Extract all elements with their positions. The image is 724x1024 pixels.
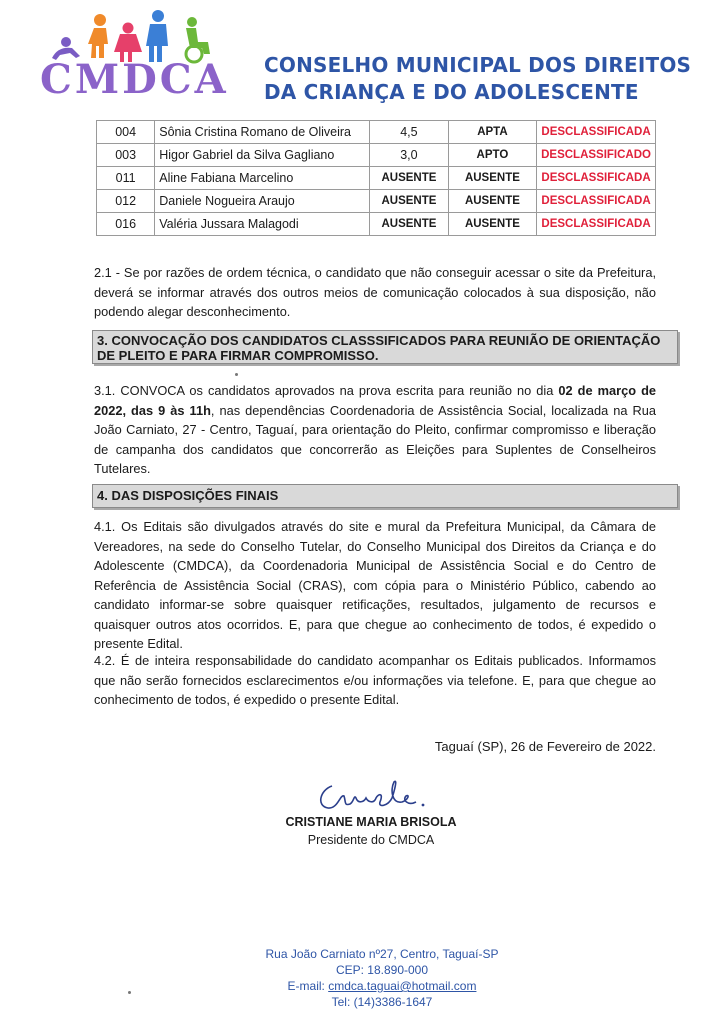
p31-date: 02 de março de 2022, das 9 às 11h — [94, 383, 656, 418]
cell-nota: AUSENTE — [370, 190, 449, 213]
section-4-heading: 4. DAS DISPOSIÇÕES FINAIS — [92, 484, 678, 508]
cell-nota: 4,5 — [370, 121, 449, 144]
table-row — [97, 213, 656, 236]
signatory-role: Presidente do CMDCA — [307, 833, 435, 847]
footer-cep: CEP: 18.890-000 — [335, 963, 429, 977]
table-row — [97, 144, 656, 167]
cell-id: 003 — [97, 144, 155, 167]
cmdca-logo-text: CMDCA — [40, 56, 229, 103]
scan-speck — [128, 991, 131, 994]
table-row — [97, 190, 656, 213]
cell-name: Higor Gabriel da Silva Gagliano — [155, 144, 370, 167]
cell-nota: 3,0 — [370, 144, 449, 167]
section-3-heading: 3. CONVOCAÇÃO DOS CANDIDATOS CLASSSIFICADOS PARA REUNIÃO DE ORIENTAÇÃO DE PLEITO E PARA FIRMAR COMPROMISSO. — [92, 330, 678, 364]
header-title-line2: DA CRIANÇA E DO ADOLESCENTE — [264, 80, 639, 104]
scan-speck — [235, 373, 238, 376]
handwritten-signature-icon — [310, 772, 440, 816]
cell-id: 012 — [97, 190, 155, 213]
cell-aptidao: APTO — [448, 144, 536, 167]
cell-name: Sônia Cristina Romano de Oliveira — [155, 121, 370, 144]
results-table — [96, 120, 656, 236]
footer-email-link[interactable]: cmdca.taguai@hotmail.com — [328, 979, 477, 993]
signatory-name: CRISTIANE MARIA BRISOLA — [285, 815, 457, 829]
footer-email-label: E-mail: — [287, 979, 329, 993]
footer-email-line — [212, 978, 552, 994]
cell-id: 004 — [97, 121, 155, 144]
table-row — [97, 167, 656, 190]
cell-resultado: DESCLASSIFICADA — [537, 167, 656, 190]
p31-end: , nas dependências Coordenadoria de Assistência Social, localizada na Rua João Carniato, 27 - Centro, Taguaí, para orientação do Pleito, confirmar compromisso e liberação de campanha dos candidatos que concorrerão as Eleições para Suplentes de Conselheiros Tutelares. — [94, 402, 656, 476]
cell-name: Daniele Nogueira Araujo — [155, 190, 370, 213]
date-line: Taguaí (SP), 26 de Fevereiro de 2022. — [434, 739, 656, 754]
cell-nota: AUSENTE — [370, 167, 449, 190]
header-title-line1: CONSELHO MUNICIPAL DOS DIREITOS — [264, 53, 692, 77]
footer-address: Rua João Carniato nº27, Centro, Taguaí-SP — [265, 947, 499, 961]
cell-name: Valéria Jussara Malagodi — [155, 213, 370, 236]
cell-name: Aline Fabiana Marcelino — [155, 167, 370, 190]
cell-aptidao: AUSENTE — [448, 213, 536, 236]
cell-nota: AUSENTE — [370, 213, 449, 236]
cell-resultado: DESCLASSIFICADA — [537, 190, 656, 213]
cell-aptidao: AUSENTE — [448, 190, 536, 213]
cell-id: 011 — [97, 167, 155, 190]
cell-resultado: DESCLASSIFICADO — [537, 144, 656, 167]
p31-start: 3.1. CONVOCA os candidatos aprovados na prova escrita para reunião no dia — [94, 383, 559, 398]
footer-contact — [212, 946, 552, 1010]
paragraph-4-1: 4.1. Os Editais são divulgados através do site e mural da Prefeitura Municipal, da Câmara de Vereadores, na sede do Conselho Tutelar, do Conselho Municipal dos Direitos da Criança e do Adolescente (CMDCA), da Coordenadoria Municipal de Assistência Social e do Centro de Referência de Assistência Social (CRAS), com cópia para o Ministério Público, cabendo ao candidato informar-se sobre quaisquer retificações, resultados, julgamento de recursos e quaisquer outros atos ocorridos. E, para que chegue ao conhecimento de todos, é expedido o presente Edital. — [94, 519, 656, 651]
paragraph-2-1: 2.1 - Se por razões de ordem técnica, o candidato que não conseguir acessar o site da Prefeitura, deverá se informar através dos outros meios de comunicação colocados à sua disposição, não podendo alegar desconhecimento. — [94, 265, 656, 319]
cell-id: 016 — [97, 213, 155, 236]
cell-aptidao: APTA — [448, 121, 536, 144]
cell-aptidao: AUSENTE — [448, 167, 536, 190]
paragraph-3-1 — [94, 381, 656, 479]
cell-resultado: DESCLASSIFICADA — [537, 213, 656, 236]
table-row — [97, 121, 656, 144]
paragraph-4-2: 4.2. É de inteira responsabilidade do candidato acompanhar os Editais publicados. Informamos que não serão fornecidos esclarecimentos e/ou informações via telefone. E, para que chegue ao conhecimento de todos, é expedido o presente Edital. — [94, 653, 656, 707]
cell-resultado: DESCLASSIFICADA — [537, 121, 656, 144]
footer-phone: Tel: (14)3386-1647 — [331, 995, 433, 1009]
header-title — [264, 52, 704, 106]
